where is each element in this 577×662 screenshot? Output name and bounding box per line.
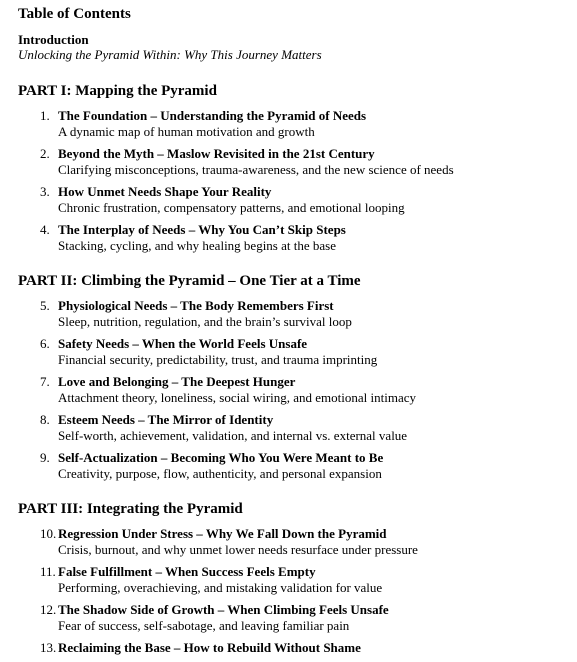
- entry-number: 8.: [40, 412, 50, 427]
- intro-subtitle: Unlocking the Pyramid Within: Why This Journey Matters: [18, 47, 322, 62]
- entry-title: Esteem Needs – The Mirror of Identity: [58, 412, 274, 427]
- entry-number: 4.: [40, 222, 50, 237]
- entry-number: 11.: [40, 564, 56, 579]
- entry-description: Chronic frustration, compensatory patterns, and emotional looping: [58, 200, 405, 215]
- entry-title: The Interplay of Needs – Why You Can’t Skip Steps: [58, 222, 346, 237]
- entry-title: Reclaiming the Base – How to Rebuild Without Shame: [58, 640, 361, 655]
- entry-title: The Shadow Side of Growth – When Climbing Feels Unsafe: [58, 602, 389, 617]
- entry-title: Safety Needs – When the World Feels Unsafe: [58, 336, 308, 351]
- entry-title: False Fulfillment – When Success Feels Empty: [58, 564, 316, 579]
- entry-title: Beyond the Myth – Maslow Revisited in the 21st Century: [58, 146, 375, 161]
- entry-description: Fear of success, self-sabotage, and leaving familiar pain: [58, 618, 350, 633]
- entry-title: Physiological Needs – The Body Remembers First: [58, 298, 334, 313]
- entry-description: Clarifying misconceptions, trauma-awareness, and the new science of needs: [58, 162, 454, 177]
- entry-title: Love and Belonging – The Deepest Hunger: [58, 374, 296, 389]
- entry-description: Self-worth, achievement, validation, and internal vs. external value: [58, 428, 408, 443]
- part-2-heading: PART II: Climbing the Pyramid – One Tier at a Time: [18, 273, 361, 289]
- part-3-heading: PART III: Integrating the Pyramid: [18, 501, 243, 517]
- entry-description: Creativity, purpose, flow, authenticity, and personal expansion: [58, 466, 382, 481]
- toc-title: Table of Contents: [18, 6, 131, 22]
- entry-title: The Foundation – Understanding the Pyramid of Needs: [58, 108, 367, 123]
- entry-number: 1.: [40, 108, 50, 123]
- entry-description: Performing, overachieving, and mistaking validation for value: [58, 580, 383, 595]
- entry-description: Crisis, burnout, and why unmet lower needs resurface under pressure: [58, 542, 418, 557]
- entry-title: How Unmet Needs Shape Your Reality: [58, 184, 272, 199]
- entry-description: Sleep, nutrition, regulation, and the brain’s survival loop: [58, 314, 352, 329]
- entry-number: 13.: [40, 640, 57, 655]
- part-1-heading: PART I: Mapping the Pyramid: [18, 83, 217, 99]
- entry-number: 5.: [40, 298, 50, 313]
- entry-number: 9.: [40, 450, 50, 465]
- entry-number: 2.: [40, 146, 50, 161]
- entry-description: Financial security, predictability, trust, and trauma imprinting: [58, 352, 378, 367]
- intro-heading: Introduction: [18, 32, 89, 47]
- entry-description: Stacking, cycling, and why healing begins at the base: [58, 238, 336, 253]
- entry-title: Self-Actualization – Becoming Who You Were Meant to Be: [58, 450, 384, 465]
- entry-number: 6.: [40, 336, 50, 351]
- entry-number: 12.: [40, 602, 57, 617]
- entry-number: 7.: [40, 374, 50, 389]
- entry-title: Regression Under Stress – Why We Fall Down the Pyramid: [58, 526, 387, 541]
- entry-number: 10.: [40, 526, 57, 541]
- entry-description: A dynamic map of human motivation and growth: [58, 124, 315, 139]
- entry-number: 3.: [40, 184, 50, 199]
- entry-description: Attachment theory, loneliness, social wiring, and emotional intimacy: [58, 390, 417, 405]
